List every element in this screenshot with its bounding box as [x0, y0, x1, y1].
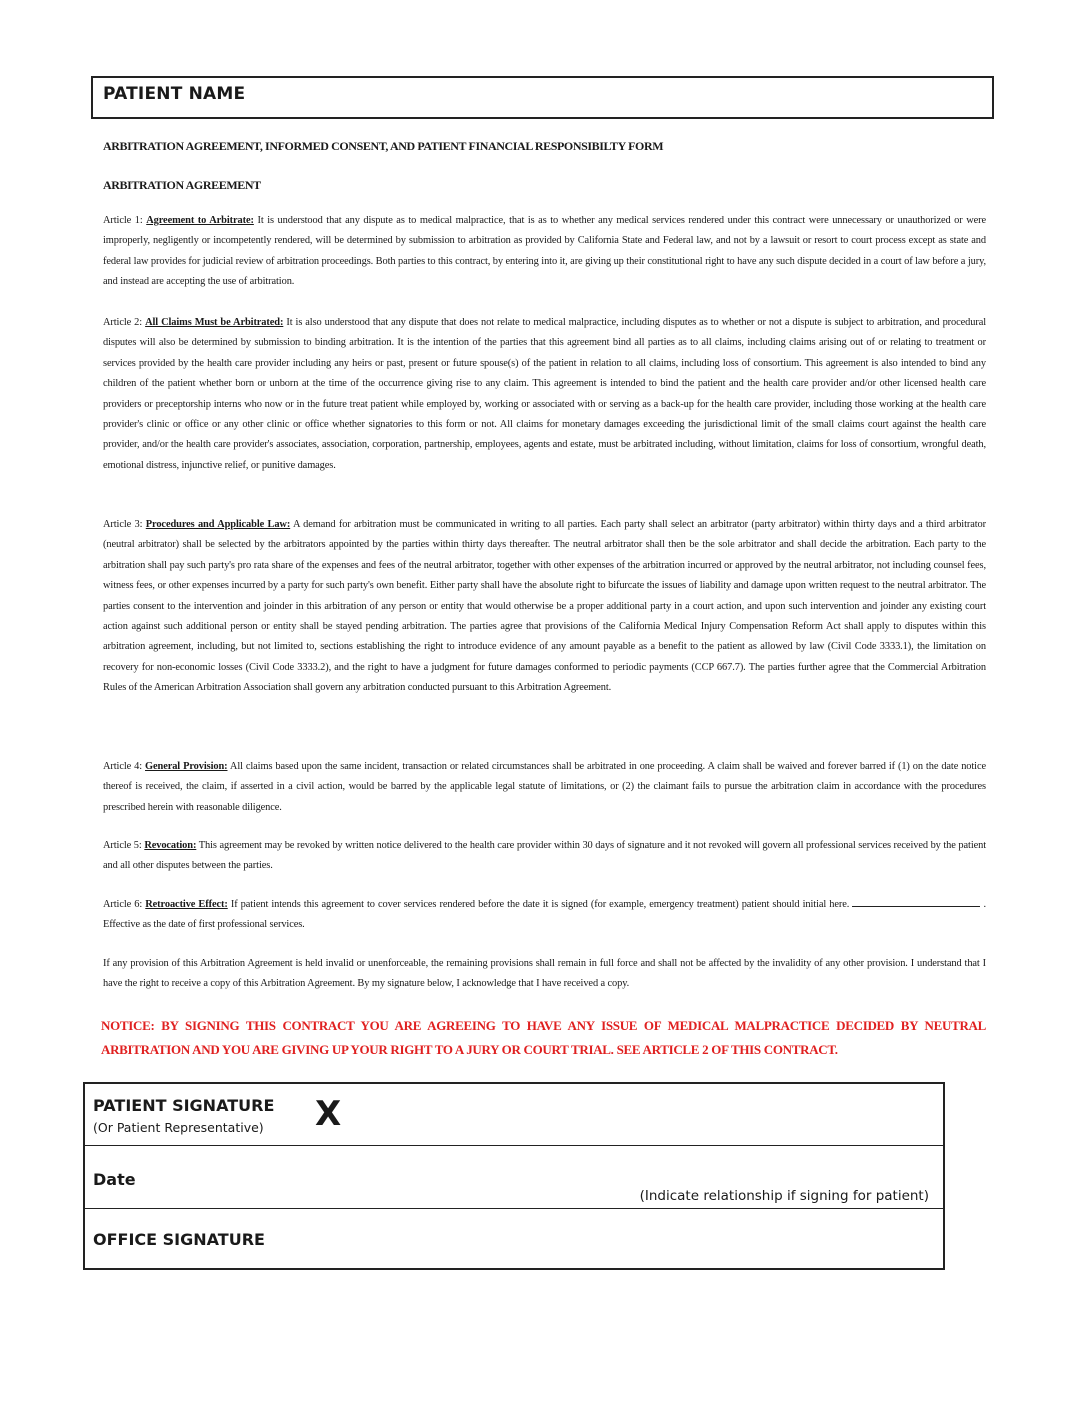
office-signature-label: OFFICE SIGNATURE	[93, 1230, 265, 1249]
severability-clause: If any provision of this Arbitration Agreement is held invalid or unenforceable, the remaining provisions shall remain in full force and shall not be affected by the invalidity of any other provision. I understand that I have the right to receive a copy of this Arbitration Agreement. By my signature below, I acknowledge that I have received a copy.	[103, 958, 986, 990]
patient-signature-label: PATIENT SIGNATURE	[93, 1096, 275, 1115]
article-prefix: Article 6:	[103, 899, 146, 910]
office-signature-row[interactable]	[85, 1209, 943, 1270]
article-5	[103, 836, 986, 877]
article-heading: Retroactive Effect:	[145, 899, 228, 910]
article-4	[103, 757, 986, 818]
article-tail: . Effective as the date of first professional services.	[103, 899, 987, 931]
article-prefix: Article 5:	[103, 840, 145, 851]
patient-name-field[interactable]	[91, 76, 994, 119]
article-2	[103, 313, 986, 476]
initials-field[interactable]	[852, 896, 980, 907]
article-body: A demand for arbitration must be communicated in writing to all parties. Each party shall select an arbitrator (party arbitrator) within thirty days and a third arbitrator (neutral arbitrator) shall be selected by the arbitrators appointed by the parties within thirty days thereafter. The neutral arbitrator shall then be the sole arbitrator and shall decide the arbitration. Each party to the arbitration shall pay such party's pro rata share of the expenses and fees of the neutral arbitrator, together with other expenses of the arbitration incurred or approved by the neutral arbitrator, not including counsel fees, witness fees, or other expenses incurred by a party for such party's own benefit. Either party shall have the absolute right to bifurcate the issues of liability and damage upon written request to the neutral arbitrator. The parties consent to the intervention and joinder in this arbitration of any person or entity that would otherwise be a proper additional party in a court action, and upon such intervention and joinder any existing court action against such additional person or entity shall be stayed pending arbitration. The parties agree that provisions of the California Medical Injury Compensation Reform Act shall apply to disputes within this arbitration agreement, including, but not limited to, sections establishing the right to introduce evidence of any amount payable as a benefit to the patient as allowed by law (Civil Code 3333.1), the limitation on recovery for non-economic losses (Civil Code 3333.2), and the right to have a judgment for future damages conformed to periodic payments (CCP 667.7). The parties further agree that the Commercial Arbitration Rules of the American Arbitration Association shall govern any arbitration conducted pursuant to this Arbitration Agreement.	[103, 519, 986, 694]
article-prefix: Article 4:	[103, 761, 146, 772]
article-6	[103, 895, 986, 936]
article-prefix: Article 3:	[103, 519, 146, 530]
form-title: ARBITRATION AGREEMENT, INFORMED CONSENT, AND PATIENT FINANCIAL RESPONSIBILTY FORM	[103, 139, 664, 153]
arbitration-notice: NOTICE: BY SIGNING THIS CONTRACT YOU ARE AGREEING TO HAVE ANY ISSUE OF MEDICAL MALPRACTICE DECIDED BY NEUTRAL ARBITRATION AND YOU ARE GIVING UP YOUR RIGHT TO A JURY OR COURT TRIAL. SEE ARTICLE 2 OF THIS CONTRACT.	[101, 1018, 986, 1057]
signature-x-mark: X	[315, 1094, 342, 1134]
article-body: All claims based upon the same incident, transaction or related circumstances shall be arbitrated in one proceeding. A claim shall be waived and forever barred if (1) on the date notice thereof is received, the claim, if asserted in a civil action, would be barred by the applicable legal statute of limitations, or (2) the claimant fails to pursue the arbitration claim in accordance with the procedures prescribed herein with reasonable diligence.	[103, 761, 986, 813]
article-body: It is understood that any dispute as to medical malpractice, that is as to whether any medical services rendered under this contract were unnecessary or unauthorized or were improperly, negligently or incompetently rendered, will be determined by submission to arbitration as provided by California State and Federal law, and not by a lawsuit or resort to court process except as state and federal law provides for judicial review of arbitration proceedings. Both parties to this contract, by entering into it, are giving up their constitutional right to have any such dispute decided in a court of law before a jury, and instead are accepting the use of arbitration.	[103, 215, 987, 288]
section-heading: ARBITRATION AGREEMENT	[103, 178, 261, 192]
date-label: Date	[93, 1170, 136, 1189]
article-heading: Agreement to Arbitrate:	[146, 215, 254, 226]
article-heading: General Provision:	[145, 761, 228, 772]
patient-representative-note: (Or Patient Representative)	[93, 1120, 264, 1135]
signature-block	[83, 1082, 945, 1270]
article-heading: Procedures and Applicable Law:	[145, 519, 291, 530]
relationship-note: (Indicate relationship if signing for patient)	[639, 1188, 929, 1204]
article-heading: Revocation:	[144, 840, 197, 851]
patient-signature-row[interactable]	[85, 1084, 943, 1146]
article-3	[103, 515, 986, 699]
article-prefix: Article 2:	[103, 317, 146, 328]
article-body: This agreement may be revoked by written notice delivered to the health care provider within 30 days of signature and it not revoked will govern all professional services received by the patient and all other disputes between the parties.	[103, 840, 986, 872]
patient-name-label: PATIENT NAME	[103, 84, 246, 104]
date-row[interactable]	[85, 1146, 943, 1209]
article-heading: All Claims Must be Arbitrated:	[145, 317, 284, 328]
article-body: If patient intends this agreement to cover services rendered before the date it is signed (for example, emergency treatment) patient should initial here.	[227, 899, 850, 910]
article-body: It is also understood that any dispute that does not relate to medical malpractice, including disputes as to whether or not a dispute is subject to arbitration, and procedural disputes will also be determined by submission to binding arbitration. It is the intention of the parties that this agreement bind all parties as to all claims, including claims arising out of or relating to treatment or services provided by the health care provider including any heirs or past, present or future spouse(s) of the patient in relation to all claims, including loss of consortium. This agreement is also intended to bind any children of the patient whether born or unborn at the time of the occurrence giving rise to any claim. This agreement is intended to bind the patient and the health care provider and/or other licensed health care providers or preceptorship interns who now or in the future treat patient while employed by, working or associated with or serving as a back-up for the health care provider, including those working at the health care provider's clinic or office or any other clinic or office whether signatories to this form or not. All claims for monetary damages exceeding the jurisdictional limit of the small claims court against the health care provider, and/or the health care provider's associates, association, corporation, partnership, employees, agents and estate, must be arbitrated including, without limitation, claims for loss of consortium, wrongful death, emotional distress, injunctive relief, or punitive damages.	[103, 317, 987, 471]
article-prefix: Article 1:	[103, 215, 147, 226]
article-1	[103, 211, 986, 293]
